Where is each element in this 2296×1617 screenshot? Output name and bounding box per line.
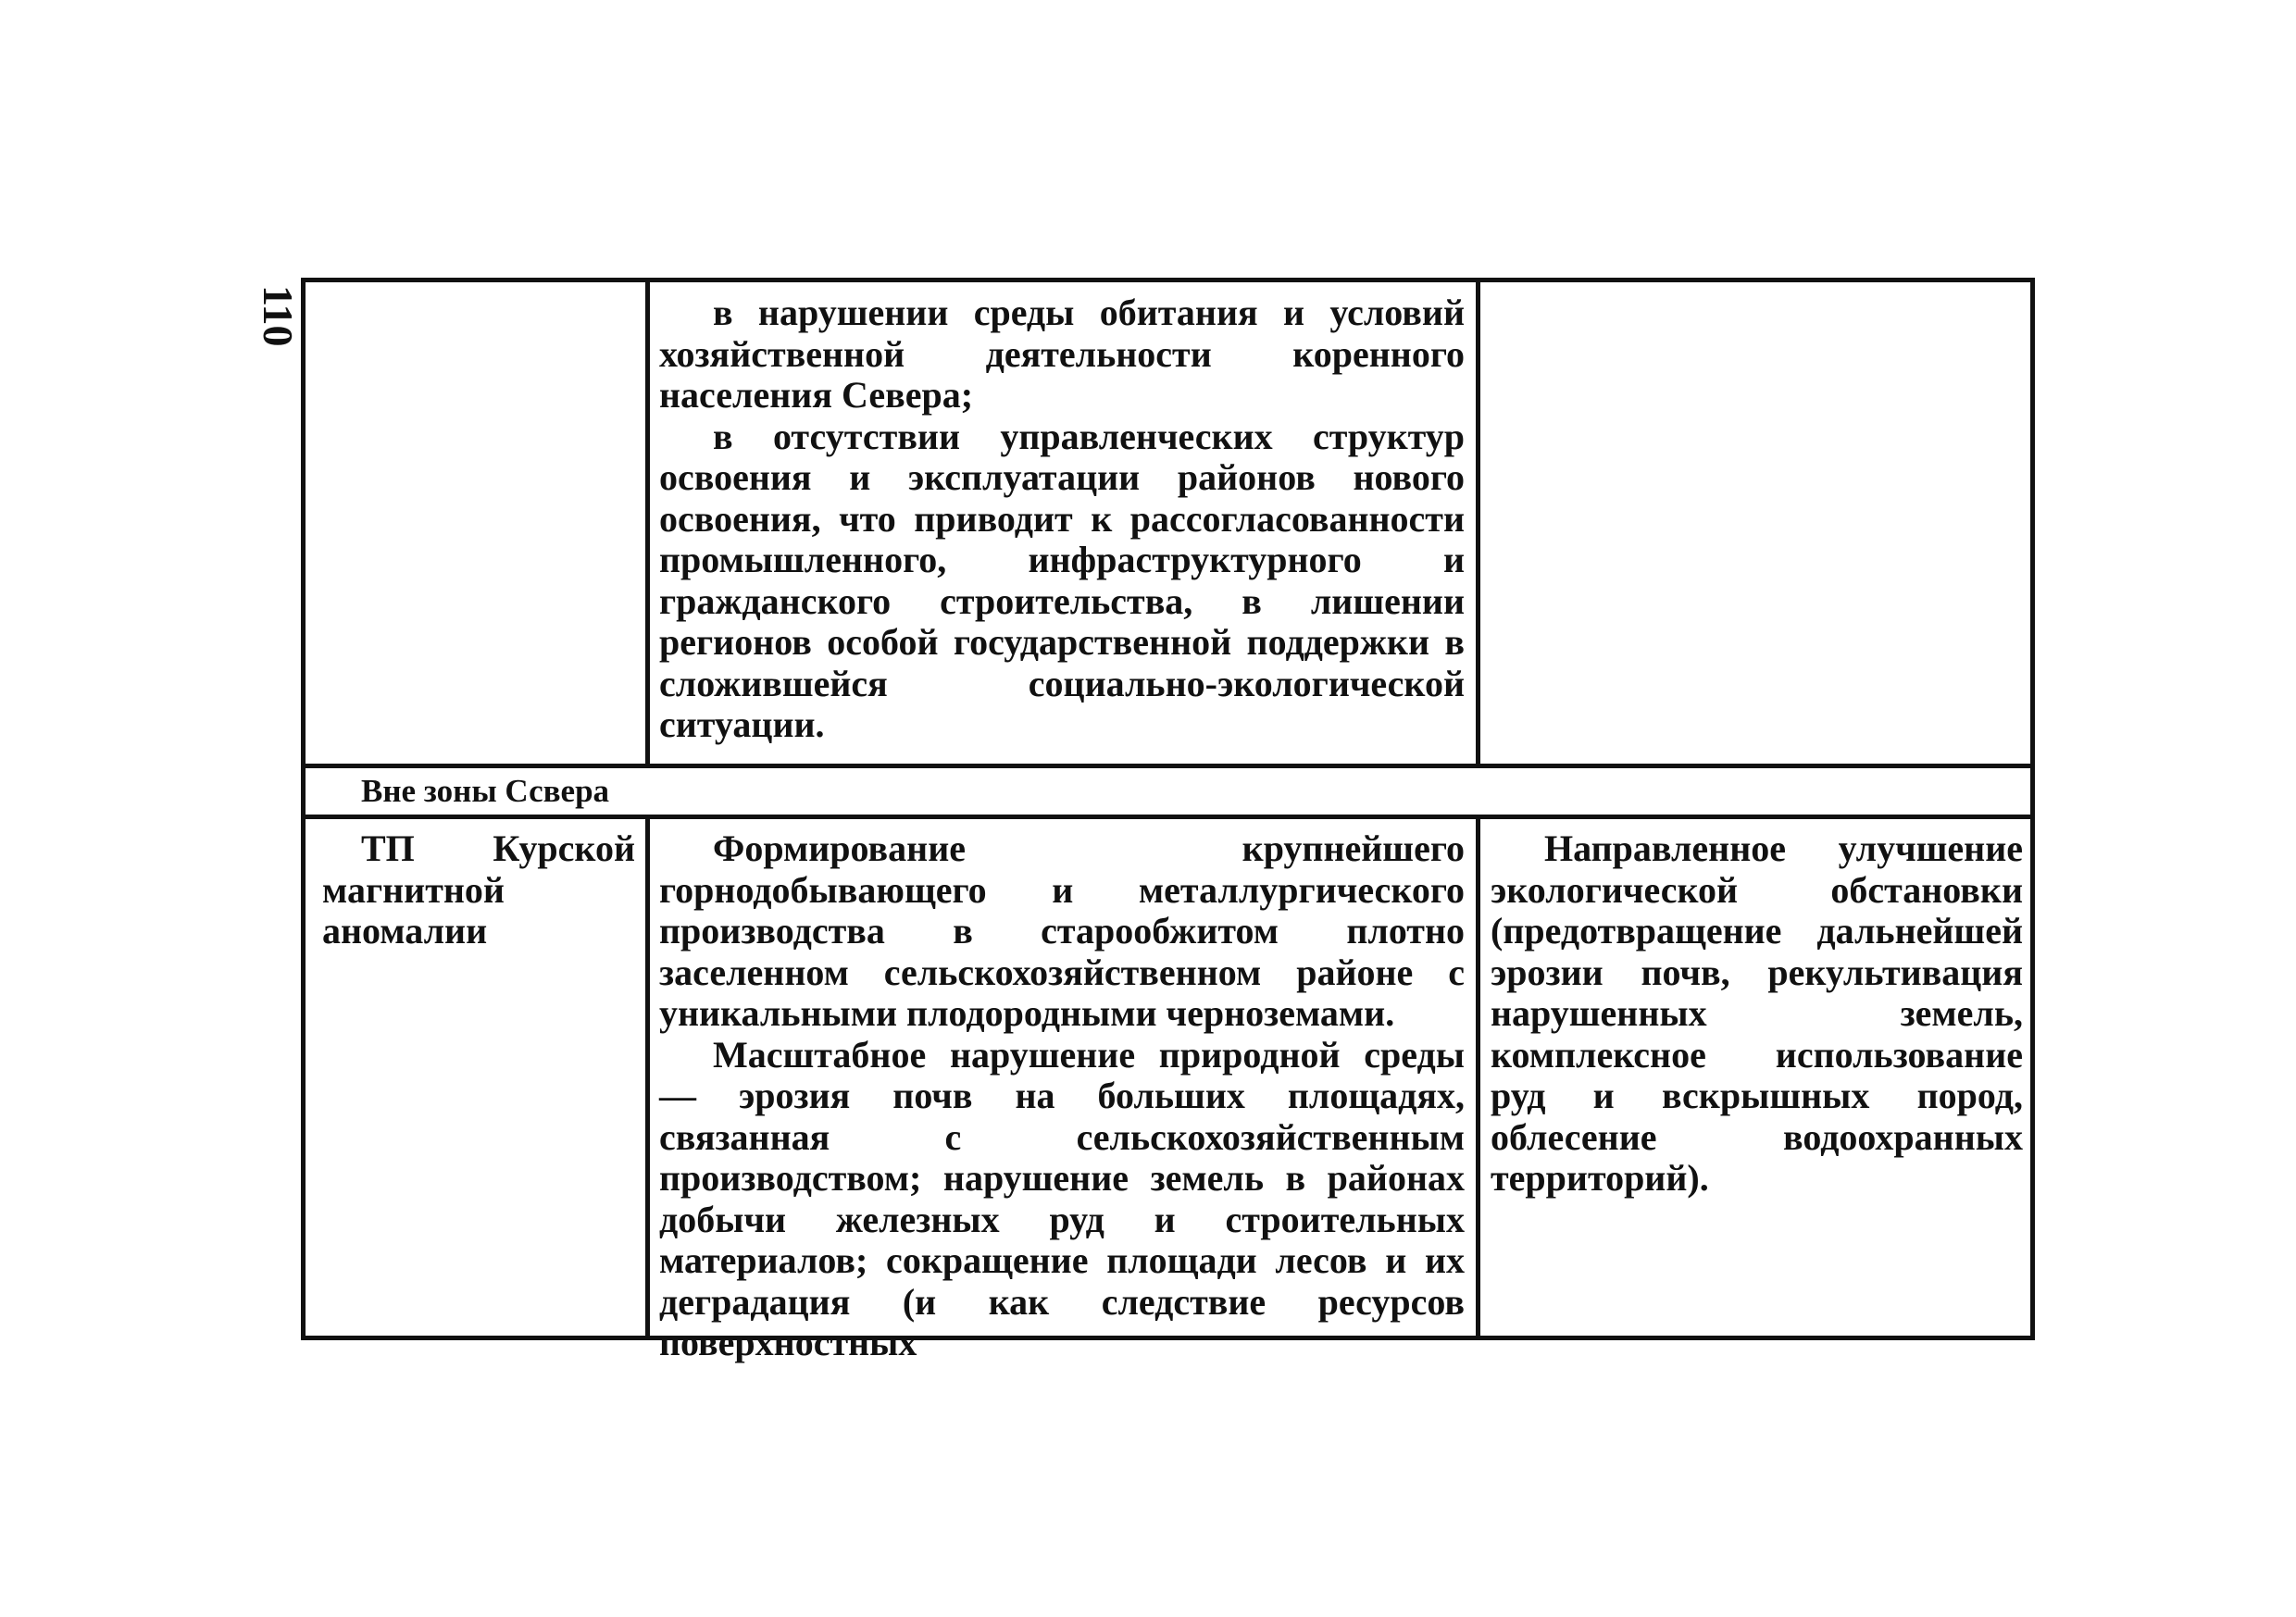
row-divider-2 [301, 815, 2035, 819]
row1-col2-paragraph-1: в нарушении среды обитания и условий хозяйственной деятельности коренного населения Севера; [659, 292, 1465, 416]
row2-col2-cell [659, 827, 1465, 1363]
row2-col1-cell [322, 828, 635, 1328]
page-number: 110 [255, 285, 302, 347]
column-divider-2 [1476, 278, 1480, 768]
column-divider-1 [645, 278, 650, 768]
row1-col3-cell [1491, 292, 2023, 755]
row1-col2-paragraph-2: в отсутствии управленческих структур освоения и эксплуатации районов нового освоения, что приводит к рассогласованности промышленного, инфраструктурного и гражданского строительства, в лишении регионов особой государственной поддержки в сложившейся социально-экологической ситуации. [659, 415, 1465, 745]
column-divider-3 [645, 819, 650, 1340]
row2-col3-cell [1491, 828, 2023, 1328]
row2-col3-text: Направленное улучшение экологической обстановки (предотвращение дальнейшей эрозии почв, рекультивация нарушенных земель, комплексное использование руд и вскрышных пород, облесение водоохранных территорий). [1491, 827, 2023, 1199]
section-label: Вне зоны Ссвера [361, 773, 610, 809]
row-divider-1 [301, 764, 2035, 768]
row2-col1-text: ТП Курской магнитной аномалии [322, 827, 635, 952]
row2-col2-paragraph-2: Масштабное нарушение природной среды — эрозия почв на больших площадях, связанная с сельскохозяйственным производством; нарушение земель в районах добычи железных руд и строительных материалов; сокращение площади лесов и их деградация (и как следствие ресурсов поверхностных [659, 1033, 1465, 1363]
row1-col1-cell [315, 292, 634, 755]
row1-col2-cell [659, 292, 1465, 755]
column-divider-4 [1476, 819, 1480, 1340]
row2-col2-paragraph-1: Формирование крупнейшего горнодобывающего и металлургического производства в старообжитом плотно заселенном сельскохозяйственном районе с уникальными плодородными черноземами. [659, 827, 1465, 1034]
